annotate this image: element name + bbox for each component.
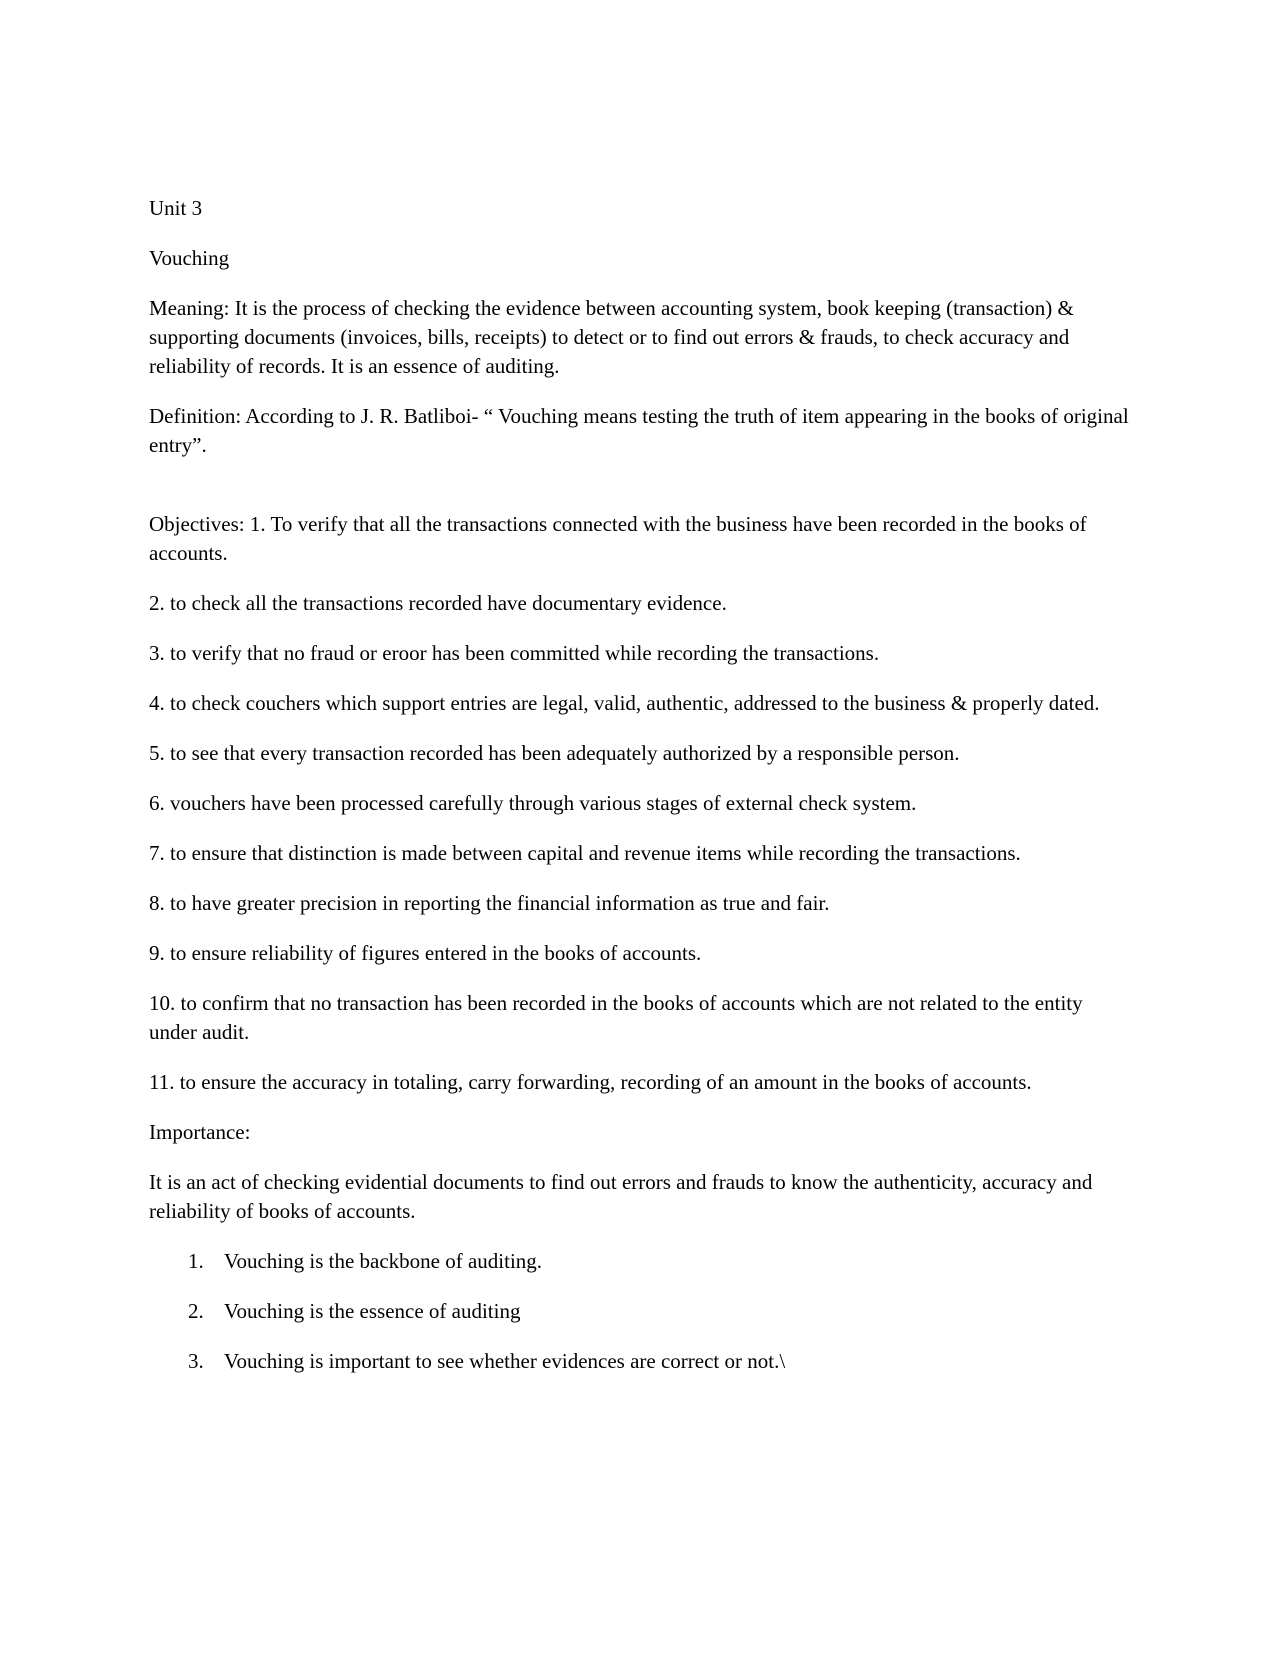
document-body — [149, 194, 1129, 1397]
objective-item: 3. to verify that no fraud or eroor has been committed while recording the transactions. — [149, 641, 880, 665]
objective-item: 11. to ensure the accuracy in totaling, carry forwarding, recording of an amount in the books of accounts. — [149, 1070, 1032, 1094]
objective-item: 7. to ensure that distinction is made between capital and revenue items while recording the transactions. — [149, 841, 1021, 865]
list-item — [149, 1247, 1129, 1276]
document-title: Vouching — [149, 246, 230, 270]
list-item-text: Vouching is the essence of auditing — [224, 1299, 521, 1323]
importance-list — [149, 1247, 1129, 1376]
list-item-number: 2. — [188, 1299, 204, 1323]
list-item — [149, 1297, 1129, 1326]
objective-item: 10. to confirm that no transaction has been recorded in the books of accounts which are not related to the entity under audit. — [149, 991, 1083, 1044]
objective-item: 6. vouchers have been processed carefully through various stages of external check system. — [149, 791, 917, 815]
definition-paragraph: Definition: According to J. R. Batliboi- “ Vouching means testing the truth of item appearing in the books of original entry”. — [149, 404, 1129, 457]
objective-item: 2. to check all the transactions recorded have documentary evidence. — [149, 591, 727, 615]
list-item-text: Vouching is important to see whether evidences are correct or not.\ — [224, 1349, 786, 1373]
importance-heading: Importance: — [149, 1120, 251, 1144]
list-item-number: 1. — [188, 1249, 204, 1273]
unit-label: Unit 3 — [149, 196, 203, 220]
objective-item: 8. to have greater precision in reporting the financial information as true and fair. — [149, 891, 830, 915]
objective-item: 4. to check couchers which support entries are legal, valid, authentic, addressed to the business & properly dated. — [149, 691, 1100, 715]
objective-item: Objectives: 1. To verify that all the transactions connected with the business have been recorded in the books of accounts. — [149, 512, 1087, 565]
objective-item: 5. to see that every transaction recorded has been adequately authorized by a responsible person. — [149, 741, 960, 765]
meaning-paragraph: Meaning: It is the process of checking the evidence between accounting system, book keeping (transaction) & supporting documents (invoices, bills, receipts) to detect or to find out errors & frauds, to check accuracy and reliability of records. It is an essence of auditing. — [149, 296, 1074, 378]
importance-intro: It is an act of checking evidential documents to find out errors and frauds to know the authenticity, accuracy and reliability of books of accounts. — [149, 1170, 1093, 1223]
list-item-number: 3. — [188, 1349, 204, 1373]
list-item-text: Vouching is the backbone of auditing. — [224, 1249, 543, 1273]
list-item — [149, 1347, 1129, 1376]
objective-item: 9. to ensure reliability of figures entered in the books of accounts. — [149, 941, 702, 965]
